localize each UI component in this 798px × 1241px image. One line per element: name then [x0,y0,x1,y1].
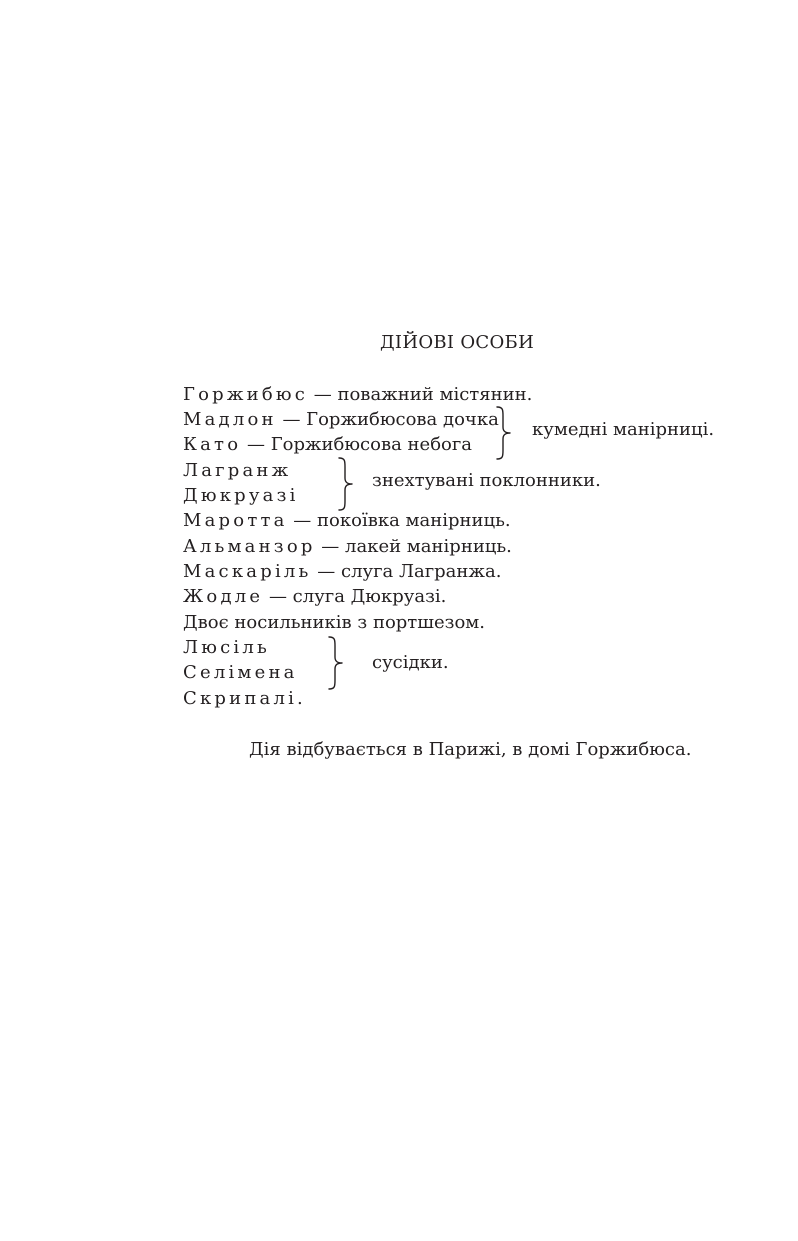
character-line [183,586,446,608]
character-line [183,637,270,659]
character-desc: — Горжибюсова небога [241,434,473,455]
brace-icon [326,636,346,690]
character-name: Лагранж [183,460,292,481]
character-name: Дюкруазі [183,485,299,506]
character-name: Скрипалі. [183,688,306,709]
setting-note: Дія відбувається в Парижі, в домі Горжибюса. [249,739,692,760]
page-title: ДІЙОВІ ОСОБИ [380,332,535,353]
character-name: Горжибюс [183,384,309,405]
character-line [183,688,306,710]
character-desc: — поважний містянин. [308,384,533,405]
character-name: Мадлон [183,409,277,430]
character-name: Маскаріль [183,561,312,582]
character-desc: Двоє носильників з портшезом. [183,612,486,633]
character-desc: — слуга Дюкруазі. [263,586,447,607]
brace-icon [336,457,356,511]
character-line [183,434,472,456]
character-name: Маротта [183,510,288,531]
character-name: Альманзор [183,536,316,557]
character-desc: — Горжибюсова дочка [276,409,499,430]
character-line [183,536,512,558]
character-line [183,662,298,684]
character-line [183,460,291,482]
character-line [183,561,501,583]
character-line [183,485,299,507]
character-name: Като [183,434,242,455]
character-line [183,510,511,532]
character-desc: — слуга Лагранжа. [311,561,502,582]
group-label-susidky: сусідки. [372,652,449,673]
character-desc: — покоївка манірниць. [287,510,511,531]
character-name: Селімена [183,662,298,683]
character-desc: — лакей манірниць. [315,536,512,557]
character-line [183,384,532,406]
character-line [183,612,485,634]
group-label-manirnytsi: кумедні манірниці. [532,419,715,440]
brace-icon [494,406,514,460]
character-name: Люсіль [183,637,270,658]
character-line [183,409,499,431]
group-label-poklonnyky: знехтувані поклонники. [372,470,601,491]
character-name: Жодле [183,586,264,607]
